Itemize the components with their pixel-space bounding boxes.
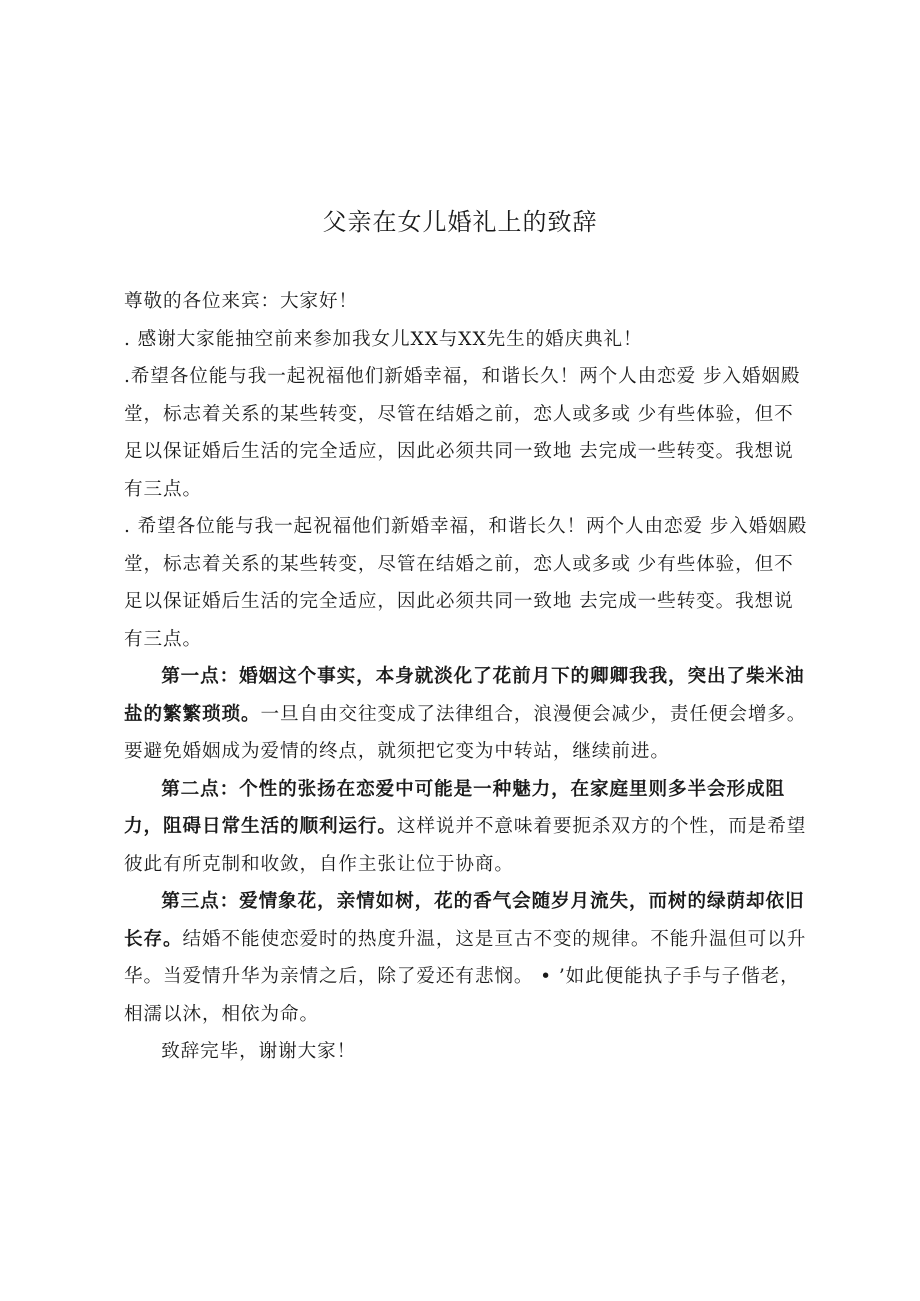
- point-three-paragraph: [124, 883, 810, 1033]
- point-one-paragraph: [124, 658, 810, 771]
- closing-paragraph: 致辞完毕，谢谢大家！: [161, 1041, 357, 1062]
- point-three-text: 结婚不能使恋爱时的热度升温，这是亘古不变的规律。不能升温但可以升华。当爱情升华为亲情之后，除了爱还有悲悯。 • ’如此便能执子手与子偕老，相濡以沐，相依为命。: [124, 928, 807, 1025]
- wish-paragraph-2: . 希望各位能与我一起祝福他们新婚幸福，和谐长久！两个人由恋爱 步入婚姻殿堂，标志着关系的某些转变，尽管在结婚之前，恋人或多或 少有些体验，但不足以保证婚后生活的完全适应，因此必须共同一致地 去完成一些转变。我想说有三点。: [124, 516, 808, 650]
- thanks-paragraph: . 感谢大家能抽空前来参加我女儿XX与XX先生的婚庆典礼！: [124, 328, 643, 350]
- point-one-text: 一旦自由交往变成了法律组合，浪漫便会减少，责任便会增多。要避免婚姻成为爱情的终点，就须把它变为中转站，继续前进。: [124, 703, 807, 762]
- point-two-text: 这样说并不意味着要扼杀双方的个性，而是希望彼此有所克制和收敛，自作主张让位于协商。: [124, 816, 807, 875]
- document-title: 父亲在女儿婚礼上的致辞: [322, 208, 598, 236]
- point-two-heading: 第二点：个性的张扬在恋爱中可能是一种魅力，在家庭里则多半会形成阻力，阻碍日常生活的顺利运行。: [124, 778, 785, 837]
- document-body: [124, 283, 810, 1071]
- greeting-paragraph: 尊敬的各位来宾：大家好！: [124, 291, 358, 312]
- point-three-heading: 第三点：爱情象花，亲情如树，花的香气会随岁月流失，而树的绿荫却依旧长存。: [124, 891, 805, 950]
- point-two-paragraph: [124, 771, 810, 884]
- point-one-heading: 第一点：婚姻这个事实，本身就淡化了花前月下的卿卿我我，突出了柴米油盐的繁繁琐琐。: [124, 666, 805, 725]
- wish-paragraph-1: .希望各位能与我一起祝福他们新婚幸福，和谐长久！两个人由恋爱 步入婚姻殿堂，标志着关系的某些转变，尽管在结婚之前，恋人或多或 少有些体验，但不足以保证婚后生活的完全适应，因此必须共同一致地 去完成一些转变。我想说有三点。: [124, 366, 801, 500]
